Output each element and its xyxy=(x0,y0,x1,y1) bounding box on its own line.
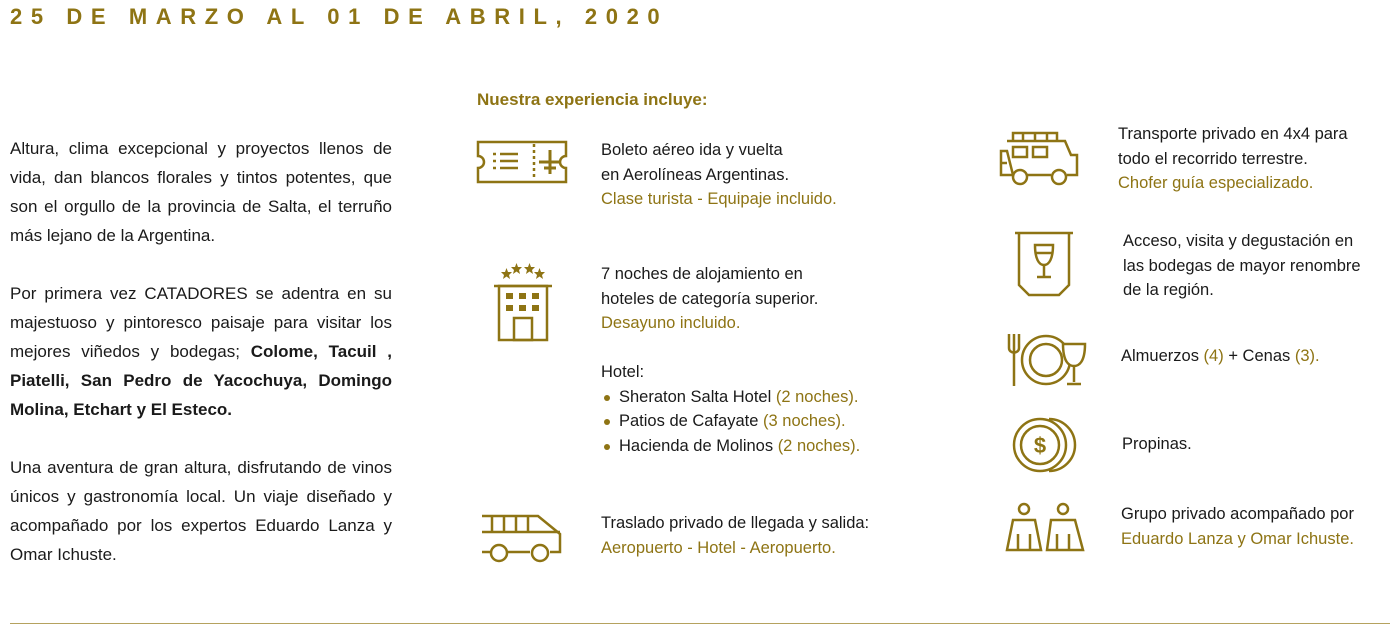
svg-text:$: $ xyxy=(1033,433,1047,458)
hotel-nights: (2 noches). xyxy=(775,387,859,406)
wineries-line-3: de la región. xyxy=(1123,281,1214,299)
hotel-icon xyxy=(492,260,554,342)
flight-line-2: en Aerolíneas Argentinas. xyxy=(601,165,790,184)
dining-icon xyxy=(1005,332,1089,388)
group-line-1: Grupo privado acompañado por xyxy=(1121,505,1354,523)
bottom-divider xyxy=(10,623,1390,624)
flight-line-1: Boleto aéreo ida y vuelta xyxy=(601,141,783,159)
hotel-nights: (3 noches). xyxy=(763,412,846,430)
lunch-count: (4) xyxy=(1203,347,1224,365)
includes-title: Nuestra experiencia incluye: xyxy=(477,90,708,109)
dinner-label: Cenas xyxy=(1242,347,1291,365)
hotel-name: Sheraton Salta Hotel xyxy=(619,387,772,406)
hotel-name: Patios de Cafayate xyxy=(619,412,759,430)
wineries-line-2: las bodegas de mayor renombre xyxy=(1123,256,1361,275)
hotel-list xyxy=(601,385,860,459)
intro-paragraph-1: Altura, clima excepcional y proyectos llenos de vida, dan blancos florales y tintos potentes, que son el orgullo de la provincia de Salta, el terruño más lejano de la Argentina. xyxy=(10,139,392,245)
tips-line-1: Propinas. xyxy=(1122,435,1192,453)
tips-item xyxy=(1122,432,1192,457)
winery-list: Colome, Tacuil , Piatelli, San Pedro de Yacochuya, Domingo Molina, Etchart y El Esteco. xyxy=(10,342,393,419)
plus-sign: + xyxy=(1228,347,1238,365)
people-icon xyxy=(1003,502,1087,554)
hotel-line-1: 7 noches de alojamiento en xyxy=(601,265,803,283)
transport-item xyxy=(1118,122,1348,196)
hotel-name: Hacienda de Molinos xyxy=(619,436,774,455)
meals-item xyxy=(1121,344,1320,369)
transfer-line-1: Traslado privado de llegada y salida: xyxy=(601,514,870,532)
lunch-label: Almuerzos xyxy=(1121,347,1199,365)
intro-paragraph-3: Una aventura de gran altura, disfrutando de vinos únicos y gastronomía local. Un viaje diseñado y acompañado por los expertos Eduardo Lanza y Omar Ichuste. xyxy=(10,458,392,564)
trip-dates: 25 DE MARZO AL 01 DE ABRIL, 2020 xyxy=(10,4,669,29)
group-item xyxy=(1121,502,1354,551)
hotel-list-label: Hotel: xyxy=(601,363,645,381)
list-item xyxy=(601,434,860,459)
hotel-item xyxy=(601,262,860,458)
4x4-truck-icon xyxy=(999,131,1081,189)
hotel-line-2: hoteles de categoría superior. xyxy=(601,289,819,308)
wineries-line-1: Acceso, visita y degustación en xyxy=(1123,232,1354,250)
coin-dollar-icon xyxy=(1011,416,1079,474)
transfer-note: Aeropuerto - Hotel - Aeropuerto. xyxy=(601,538,836,557)
intro-text xyxy=(10,134,392,598)
flight-item xyxy=(601,138,837,212)
list-item xyxy=(601,385,860,410)
transport-line-2: todo el recorrido terrestre. xyxy=(1118,149,1308,168)
transfer-item xyxy=(601,511,869,560)
group-note: Eduardo Lanza y Omar Ichuste. xyxy=(1121,529,1354,548)
wineries-item xyxy=(1123,229,1361,303)
transport-note: Chofer guía especializado. xyxy=(1118,174,1314,192)
list-item xyxy=(601,409,860,434)
ticket-plane-icon xyxy=(476,140,568,184)
transport-line-1: Transporte privado en 4x4 para xyxy=(1118,125,1348,143)
dinner-count: (3). xyxy=(1294,347,1320,365)
van-icon xyxy=(478,512,566,564)
hotel-note: Desayuno incluido. xyxy=(601,314,741,332)
winery-sign-icon xyxy=(1013,229,1075,297)
intro-paragraph-2-lead: Por primera vez CATADORES se adentra en su majestuoso y pintoresco paisaje para visitar los mejores viñedos y bodegas; xyxy=(10,284,392,361)
intro-paragraph-2 xyxy=(10,279,392,424)
hotel-nights: (2 noches). xyxy=(777,436,861,455)
flight-note: Clase turista - Equipaje incluido. xyxy=(601,190,837,208)
